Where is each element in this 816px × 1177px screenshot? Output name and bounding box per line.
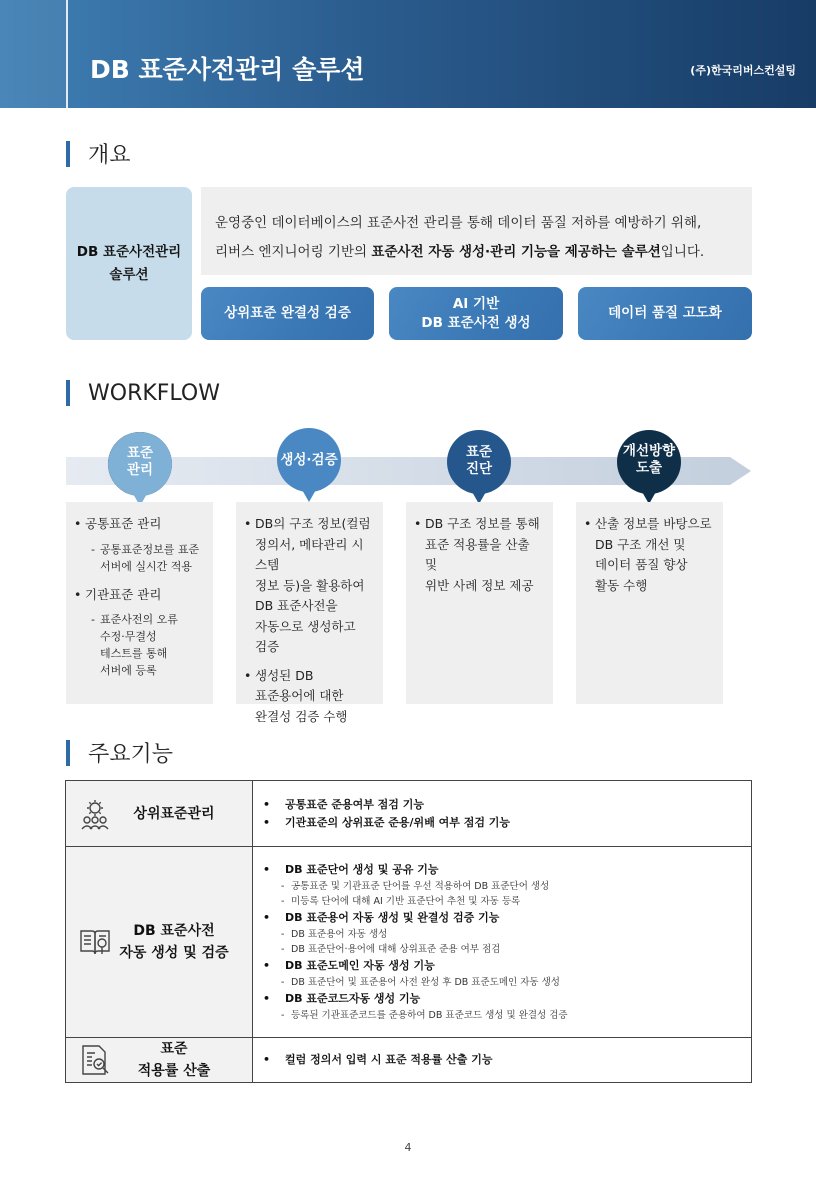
- feature-sub-item: - 등록된 기관표준코드를 준용하여 DB 표준코드 생성 및 완결성 검증: [263, 1008, 741, 1023]
- list-line: 정의서, 메타관리 시스템: [255, 536, 364, 572]
- section-workflow-heading: [66, 380, 220, 406]
- feature-sub-item: - DB 표준용어 자동 생성: [263, 927, 741, 942]
- feature-content-cell: [253, 847, 752, 1038]
- header-left-panel: [0, 0, 66, 108]
- feature-name: 상위표준관리: [133, 805, 215, 822]
- overview-label-box: [66, 187, 192, 340]
- feature-bullet: • 공통표준 준용여부 점검 기능: [263, 796, 741, 814]
- sub-item-line: - 표준사전의 오류: [100, 613, 178, 626]
- overview-description: [201, 187, 752, 275]
- document-check-icon: [78, 1043, 112, 1077]
- sub-item-line: 수정·무결성: [100, 630, 157, 643]
- badge-label: 상위표준 완결성 검증: [224, 305, 351, 321]
- list-line: 정보 등)을 활용하여: [255, 577, 365, 593]
- sub-item-line: 서버에 등록: [100, 664, 157, 677]
- list-line: • DB의 구조 정보(컬럼: [255, 516, 371, 531]
- list-line: • 산출 정보를 바탕으로: [595, 516, 712, 531]
- description-line2: [215, 238, 738, 267]
- list-line: DB 표준사전을: [255, 598, 338, 613]
- list-item: [244, 514, 375, 658]
- list-item: [244, 666, 375, 728]
- step-label-line2: 도출: [635, 460, 663, 476]
- list-item: • 기관표준 관리: [74, 585, 205, 606]
- feature-bullet: • DB 표준용어 자동 생성 및 완결성 검증 기능: [263, 909, 741, 927]
- page-title: DB 표준사전관리 솔루션: [90, 55, 365, 84]
- features-table: [65, 780, 752, 1083]
- feature-bullet: • DB 표준도메인 자동 생성 기능: [263, 957, 741, 975]
- feature-sub-item: - 미등록 단어에 대해 AI 기반 표준단어 추천 및 자동 등록: [263, 894, 741, 909]
- feature-bullet: • 기관표준의 상위표준 준용/위배 여부 점검 기능: [263, 814, 741, 832]
- description-highlight: 표준사전 자동 생성·관리 기능을 제공하는 솔루션: [371, 244, 661, 260]
- table-row: [66, 781, 752, 847]
- feature-name-cell: [66, 847, 253, 1038]
- sub-item-line: - 공통표준정보를 표준: [100, 542, 200, 556]
- feature-content-cell: [253, 781, 752, 847]
- step-label-line2: 관리: [126, 462, 154, 478]
- feature-name-line2: 자동 생성 및 검증: [119, 945, 229, 961]
- badge-label-line1: AI 기반: [452, 295, 500, 312]
- list-item: • 공통표준 관리: [74, 514, 205, 535]
- table-row: [66, 1038, 752, 1083]
- feature-sub-item: - DB 표준단어 및 표준용어 사전 완성 후 DB 표준도메인 자동 생성: [263, 975, 741, 990]
- list-line: • 생성된 DB: [255, 667, 314, 683]
- step-label-line1: 표준: [126, 445, 154, 461]
- feature-content-cell: [253, 1038, 752, 1083]
- section-title: WORKFLOW: [88, 380, 220, 406]
- header-divider: [66, 0, 68, 108]
- list-line: 위반 사례 정보 제공: [425, 577, 534, 593]
- table-row: [66, 847, 752, 1038]
- feature-badge-ai-dictionary: [389, 287, 563, 340]
- list-line: DB 구조 개선 및: [595, 536, 686, 552]
- gear-people-icon: [78, 797, 112, 831]
- badge-label-line2: DB 표준사전 생성: [421, 314, 531, 331]
- section-overview-heading: [66, 138, 131, 169]
- step-label-line2: 진단: [465, 461, 493, 477]
- list-line: 표준 적용률을 산출 및: [425, 536, 530, 572]
- step-label: [444, 444, 514, 478]
- section-title: 개요: [88, 143, 131, 168]
- step-label: [609, 443, 689, 477]
- feature-sub-item: - 공통표준 및 기관표준 단어를 우선 적용하여 DB 표준단어 생성: [263, 879, 741, 894]
- workflow-box-standard-management: [66, 502, 213, 704]
- heading-bar: [66, 380, 70, 406]
- list-line: 자동으로 생성하고: [255, 618, 356, 634]
- description-text: 리버스 엔지니어링 기반의: [215, 244, 372, 260]
- sub-item-line: 테스트를 통해: [100, 647, 168, 660]
- list-line: 검증: [255, 639, 280, 654]
- page-number: 4: [404, 1141, 412, 1154]
- workflow-box-diagnosis: [406, 502, 553, 704]
- list-line: 활동 수행: [595, 577, 648, 593]
- heading-bar: [66, 141, 70, 167]
- company-name: (주)한국리버스컨설팅: [690, 64, 796, 77]
- heading-bar: [66, 740, 70, 766]
- step-label-line1: 표준: [465, 444, 493, 460]
- description-text-end: 입니다.: [660, 244, 705, 260]
- book-search-icon: [78, 925, 112, 959]
- list-line: 데이터 품질 향상: [595, 557, 688, 572]
- feature-name-cell: [66, 1038, 253, 1083]
- sub-item: [74, 541, 205, 575]
- sub-item-line: 서버에 실시간 적용: [100, 559, 193, 573]
- overview-label-line2: 솔루션: [109, 266, 149, 283]
- list-line: 표준용어에 대한: [255, 688, 344, 703]
- workflow-box-generate-verify: [236, 502, 383, 724]
- feature-name-cell: [66, 781, 253, 847]
- list-line: 완결성 검증 수행: [255, 708, 348, 724]
- page-header: [0, 0, 816, 108]
- step-label-line1: 생성·검증: [280, 452, 338, 468]
- feature-name-line2: 적용률 산출: [137, 1063, 211, 1079]
- feature-badge-upper-standard: [201, 287, 374, 340]
- feature-sub-item: - DB 표준단어·용어에 대해 상위표준 준용 여부 점검: [263, 942, 741, 957]
- description-line1: 운영중인 데이터베이스의 표준사전 관리를 통해 데이터 품질 저하를 예방하기 위해,: [215, 215, 702, 231]
- step-label-line1: 개선방향: [622, 443, 676, 459]
- feature-name-line1: 표준: [160, 1041, 188, 1057]
- step-label: [105, 445, 175, 479]
- feature-badge-data-quality: [578, 287, 752, 340]
- list-item: [414, 514, 545, 596]
- feature-bullet: • DB 표준코드자동 생성 기능: [263, 990, 741, 1008]
- list-line: • DB 구조 정보를 통해: [425, 516, 540, 531]
- feature-bullet: • 컬럼 정의서 입력 시 표준 적용률 산출 기능: [263, 1051, 741, 1069]
- workflow-box-improvement: [576, 502, 723, 704]
- feature-bullet: • DB 표준단어 생성 및 공유 기능: [263, 861, 741, 879]
- badge-label: 데이터 품질 고도화: [608, 305, 722, 321]
- feature-name: [108, 1038, 211, 1082]
- section-title: 주요기능: [88, 742, 174, 767]
- step-label: [269, 452, 349, 469]
- sub-item: [74, 611, 205, 679]
- list-item: [584, 514, 715, 596]
- feature-name-line1: DB 표준사전: [133, 923, 215, 939]
- overview-label-line1: DB 표준사전관리: [76, 243, 182, 260]
- section-features-heading: [66, 737, 173, 768]
